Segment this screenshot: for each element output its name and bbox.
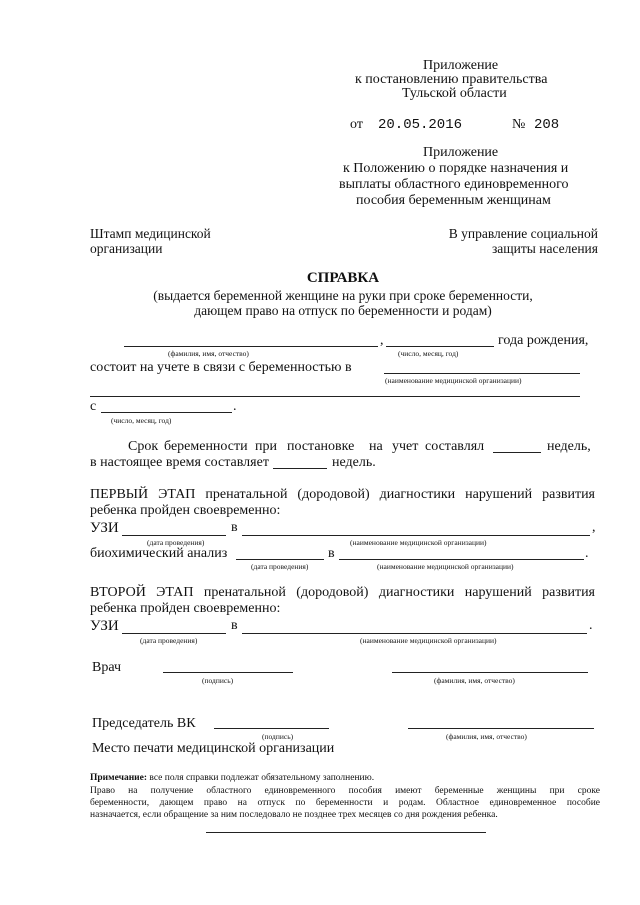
resolution-number: 208 [534, 117, 560, 133]
chair-signature-field[interactable] [214, 728, 329, 729]
doctor-signature-field[interactable] [163, 672, 293, 673]
term-current-weeks-label: недель. [332, 455, 376, 470]
stage1-bio-org-field[interactable] [339, 559, 584, 560]
stage1-bio-date-field[interactable] [236, 559, 324, 560]
term-text-6: учет [392, 439, 419, 454]
resolution-date: 20.05.2016 [378, 117, 463, 133]
stage1-bio-dot: . [585, 546, 589, 561]
doctor-label: Врач [92, 660, 122, 675]
footer-divider [206, 832, 486, 833]
stage2-heading: ВТОРОЙ ЭТАП пренатальной (дородовой) диагностики нарушений развития [90, 585, 595, 600]
stage2-uzi-in: в [231, 618, 238, 633]
term-text-3: при [255, 439, 277, 454]
stage2-uzi-date-caption: (дата проведения) [140, 636, 198, 645]
date-from-label: от [350, 117, 363, 132]
stage1-uzi-comma: , [592, 520, 596, 535]
note-first-text: все поля справки подлежат обязательному заполнению. [147, 773, 375, 783]
appendix-resolution-line: к постановлению правительства [355, 72, 548, 87]
stage1-bio-in: в [328, 546, 335, 561]
sub-appendix-line2: к Положению о порядке назначения и [343, 161, 569, 176]
registered-org-caption: (наименование медицинской организации) [385, 376, 522, 385]
stage1-uzi-org-caption: (наименование медицинской организации) [350, 538, 487, 547]
stage1-heading-line2: ребенка пройден своевременно: [90, 503, 281, 518]
stamp-label: Штамп медицинской [90, 226, 211, 241]
term-current-weeks-field[interactable] [273, 468, 327, 469]
since-dot: . [233, 399, 237, 414]
chair-fio-caption: (фамилия, имя, отчество) [446, 732, 527, 741]
stage1-heading: ПЕРВЫЙ ЭТАП пренатальной (дородовой) диагностики нарушений развития [90, 487, 595, 502]
term-initial-weeks-field[interactable] [493, 452, 541, 453]
stage1-uzi-in: в [231, 520, 238, 535]
since-date-caption: (число, месяц, год) [111, 416, 172, 425]
number-label: № [512, 117, 526, 132]
note-paragraph-line3: назначается, если обращение за ним последовало не позднее трех месяцев со дня рождения ребенка. [90, 810, 498, 820]
stage1-bio-org-caption: (наименование медицинской организации) [377, 562, 514, 571]
chair-fio-field[interactable] [408, 728, 594, 729]
document-subtitle-line2: дающем право на отпуск по беременности и родам) [194, 303, 492, 318]
stage2-uzi-dot: . [589, 618, 593, 633]
seal-place-label: Место печати медицинской организации [92, 741, 335, 756]
stage2-uzi-label: УЗИ [90, 618, 119, 634]
stage2-heading-line2: ребенка пройден своевременно: [90, 601, 281, 616]
note-paragraph-line1: Право на получение областного единовременного пособия имеют беременные женщины при сроке [90, 786, 600, 796]
stage2-uzi-org-field[interactable] [242, 633, 587, 634]
chair-signature-caption: (подпись) [262, 732, 294, 741]
term-current-text: в настоящее время составляет [90, 455, 269, 470]
doctor-signature-caption: (подпись) [202, 676, 234, 685]
stage1-uzi-date-caption: (дата проведения) [147, 538, 205, 547]
registered-org-field-cont[interactable] [90, 396, 580, 397]
addressee-line1: В управление социальной [448, 226, 598, 241]
term-text-2: беременности [164, 439, 248, 454]
note-paragraph-line2: беременности, дающем право на отпуск по беременности и родам. Областное единовременное пособие [90, 798, 600, 808]
chair-label: Председатель ВК [92, 716, 196, 731]
registered-text: состоит на учете в связи с беременностью в [90, 360, 352, 375]
appendix-title: Приложение [423, 58, 499, 73]
fio-caption: (фамилия, имя, отчество) [168, 349, 249, 358]
term-text-4: постановке [287, 439, 355, 454]
birth-date-caption: (число, месяц, год) [398, 349, 459, 358]
note-first-line [90, 773, 374, 784]
stage2-uzi-org-caption: (наименование медицинской организации) [360, 636, 497, 645]
birth-date-field[interactable] [386, 346, 494, 347]
stamp-label-line2: организации [90, 241, 163, 256]
fio-comma: , [380, 333, 384, 348]
stage1-bio-date-caption: (дата проведения) [251, 562, 309, 571]
term-text-5: на [369, 439, 383, 454]
note-label: Примечание: [90, 773, 148, 783]
document-subtitle-line1: (выдается беременной женщине на руки при сроке беременности, [153, 288, 533, 303]
doctor-fio-caption: (фамилия, имя, отчество) [434, 676, 515, 685]
appendix-region-line: Тульской области [402, 86, 507, 101]
stage1-uzi-org-field[interactable] [242, 535, 590, 536]
document-title: СПРАВКА [306, 270, 380, 286]
stage2-uzi-date-field[interactable] [122, 633, 226, 634]
stage1-uzi-label: УЗИ [90, 520, 119, 536]
doctor-fio-field[interactable] [392, 672, 588, 673]
sub-appendix-title: Приложение [423, 145, 499, 160]
stage1-uzi-date-field[interactable] [122, 535, 226, 536]
addressee-line2: защиты населения [491, 241, 598, 256]
since-date-field[interactable] [101, 412, 232, 413]
fio-field[interactable] [124, 346, 378, 347]
since-label: с [90, 399, 97, 414]
term-text-7: составлял [425, 439, 485, 454]
stage1-bio-label: биохимический анализ [90, 546, 228, 561]
term-weeks-label: недель, [547, 439, 591, 454]
registered-org-field[interactable] [384, 373, 580, 374]
term-text-1: Срок [128, 439, 159, 454]
sub-appendix-line3: выплаты областного единовременного [339, 177, 569, 192]
sub-appendix-line4: пособия беременным женщинам [356, 193, 551, 208]
birth-year-suffix: года рождения, [498, 333, 589, 348]
